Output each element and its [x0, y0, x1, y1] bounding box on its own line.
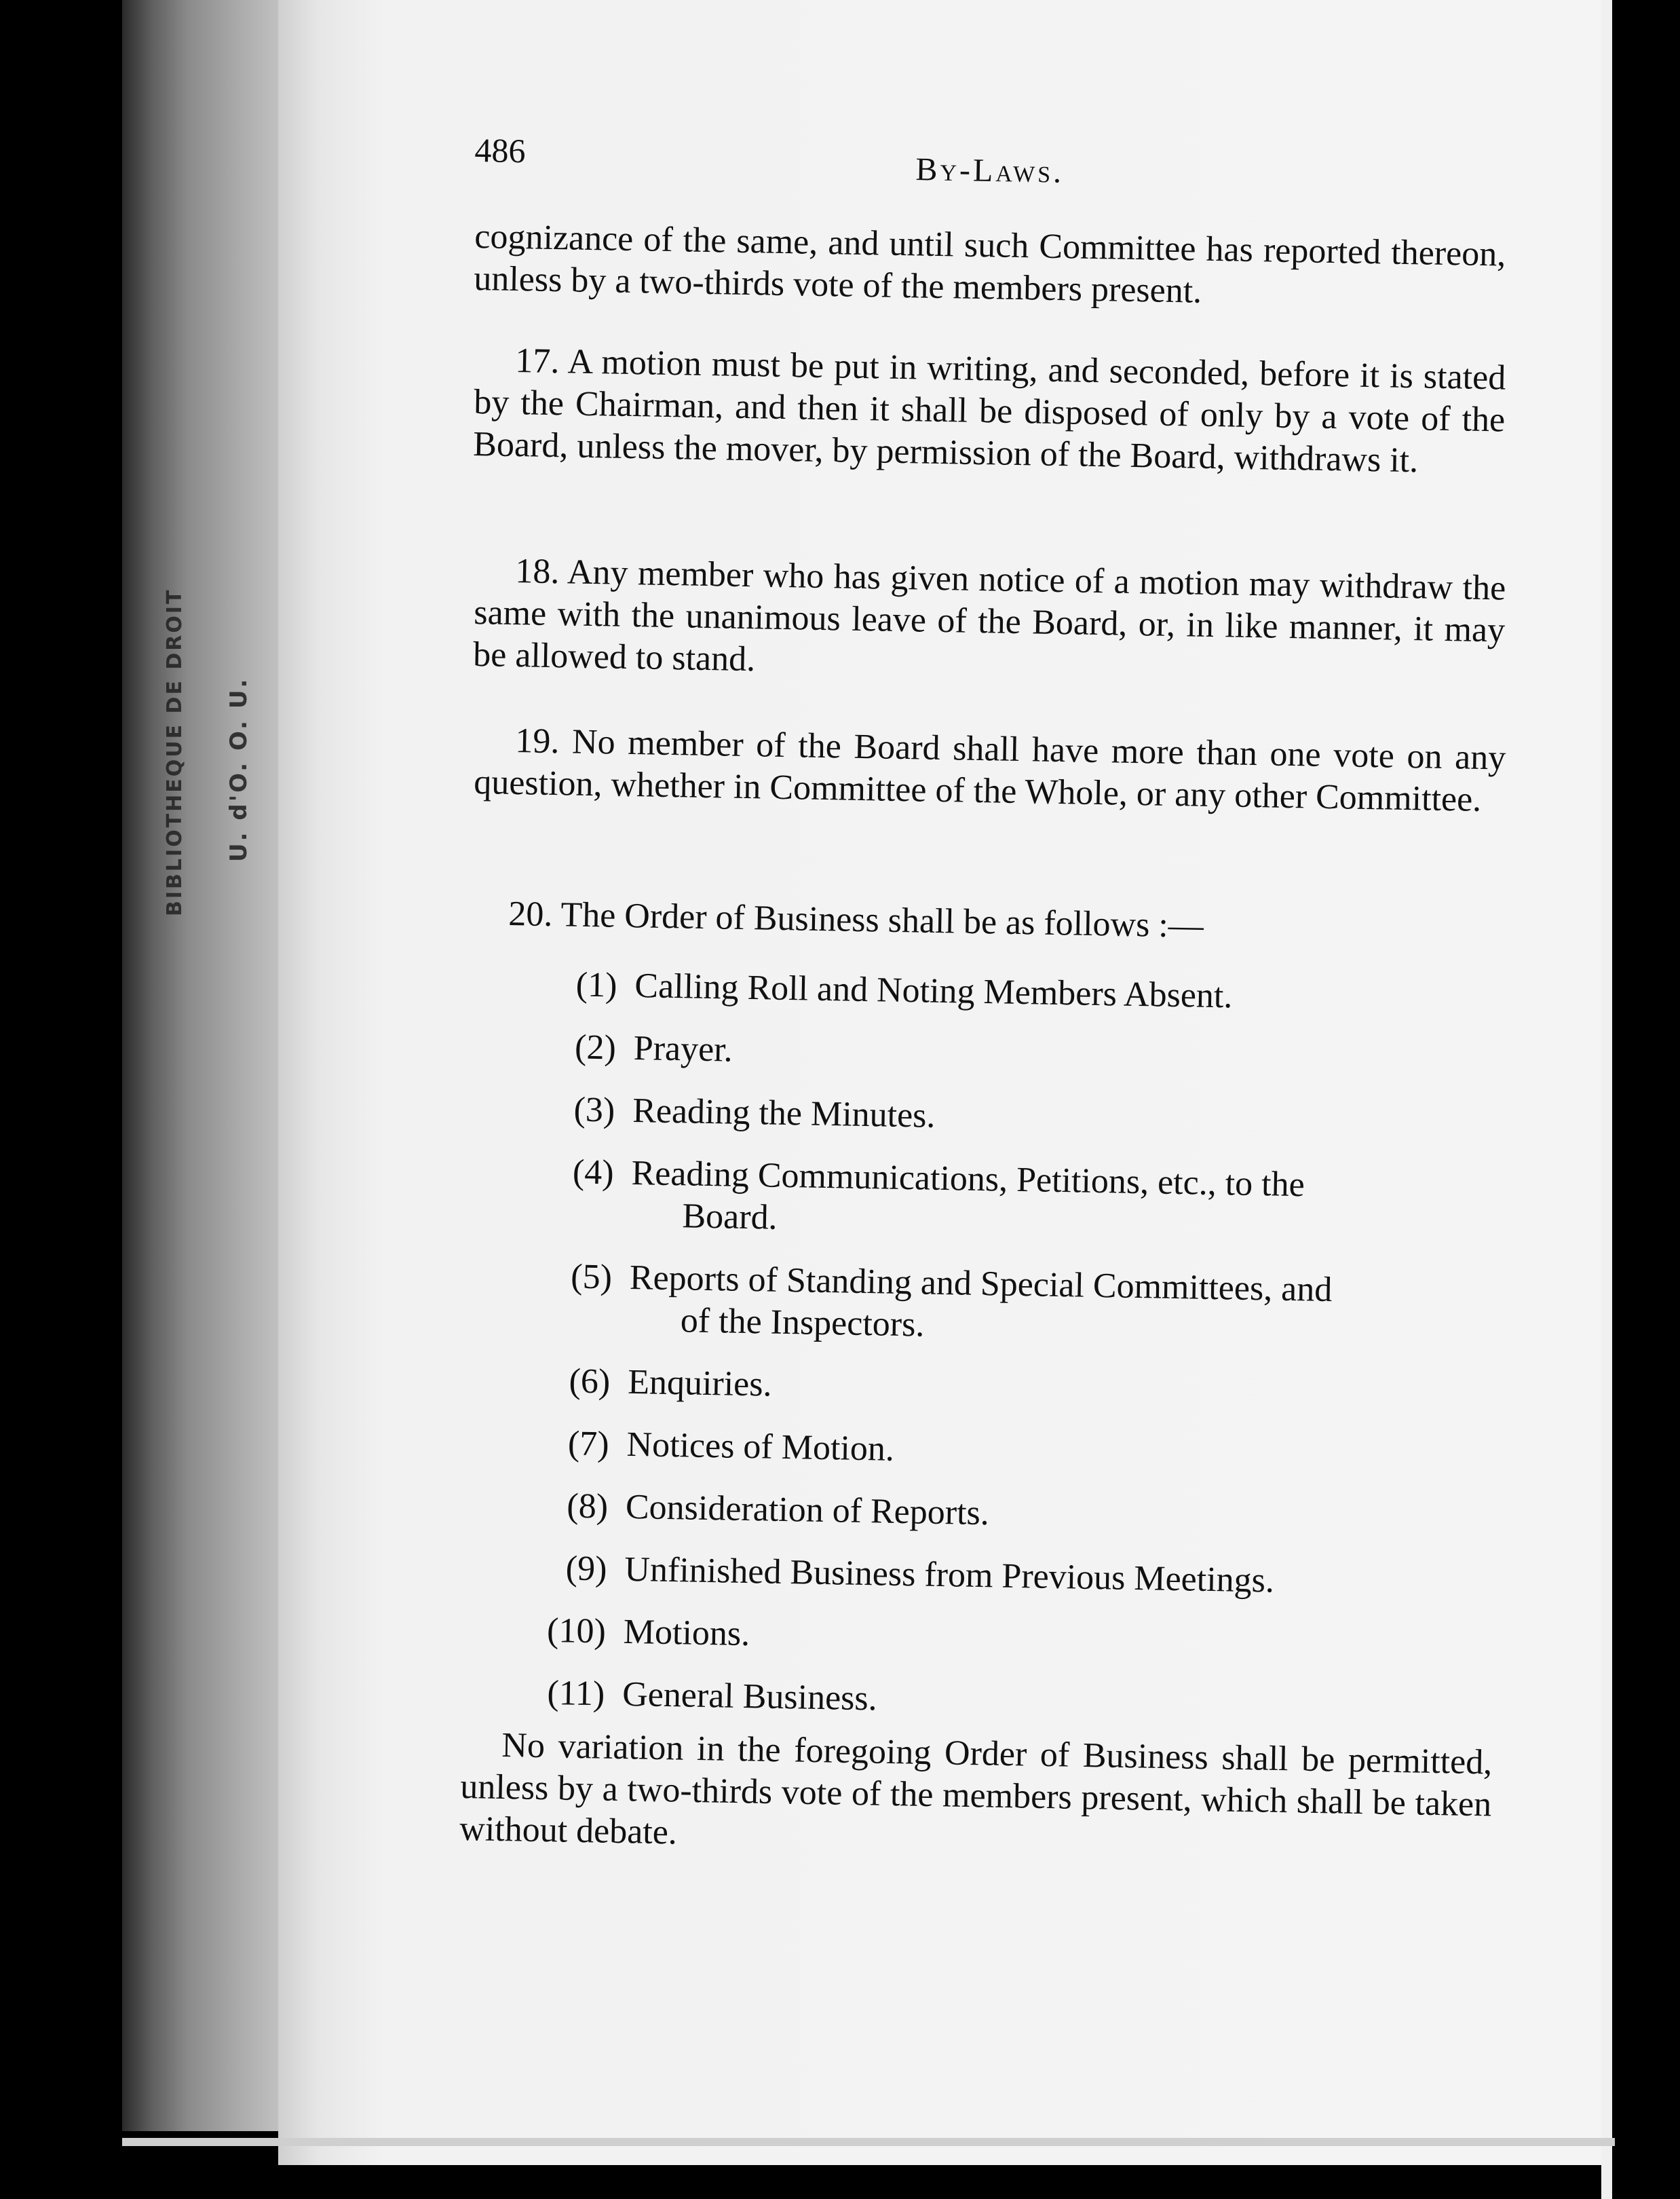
item-text: Reading the Minutes.	[632, 1091, 936, 1135]
item-number: (11)	[547, 1673, 605, 1714]
stamp-line-2: U. d'O. O. U.	[225, 677, 252, 862]
page-right-edge	[1601, 0, 1612, 2199]
list-item	[550, 1256, 1494, 1356]
stamp-line-1: BIBLIOTHEQUE DE DROIT	[163, 588, 187, 916]
item-number: (7)	[567, 1424, 610, 1464]
item-text: Reading Communications, Petitions, etc., to the	[631, 1153, 1305, 1205]
item-number: (3)	[573, 1090, 615, 1130]
page-number: 486	[474, 130, 526, 170]
item-text-continuation: of the Inspectors.	[680, 1301, 925, 1345]
item-text: Notices of Motion.	[626, 1425, 895, 1469]
paragraph-20: 20. The Order of Business shall be as follows :—	[508, 894, 1204, 945]
list-item	[546, 1547, 1489, 1606]
list-item	[552, 1151, 1496, 1252]
item-text-continuation: Board.	[682, 1197, 778, 1237]
item-number: (5)	[570, 1257, 613, 1297]
item-text: Reports of Standing and Special Committees, and	[629, 1258, 1333, 1310]
list-item	[543, 1672, 1487, 1731]
item-text: Enquiries.	[627, 1362, 773, 1404]
list-item	[544, 1610, 1488, 1668]
item-text: Calling Roll and Noting Members Absent.	[634, 966, 1233, 1016]
paragraph-17: 17. A motion must be put in writing, and seconded, before it is stated by the Chairman, and then it shall be disposed of only by a vote of the Board, unless the mover, by permission of the Board, withdraws it.	[472, 341, 1506, 481]
item-number: (6)	[569, 1361, 611, 1402]
item-number: (9)	[565, 1549, 607, 1589]
item-text: Unfinished Business from Previous Meetings.	[624, 1549, 1275, 1600]
item-number: (8)	[566, 1486, 609, 1526]
list-item	[548, 1423, 1491, 1481]
item-number: (10)	[546, 1611, 607, 1651]
list-item	[554, 1026, 1498, 1085]
page-bottom-edge	[122, 2138, 1615, 2146]
order-of-business-list	[543, 964, 1500, 1751]
item-text: Consideration of Reports.	[625, 1487, 990, 1533]
item-text: General Business.	[622, 1674, 878, 1718]
paragraph-18: 18. Any member who has given notice of a motion may withdraw the same with the unanimous leave of the Board, or, in like manner, it may be allowed to stand.	[472, 552, 1506, 679]
list-item	[547, 1485, 1491, 1543]
running-head: By-Laws.	[915, 151, 1065, 190]
list-item	[554, 1089, 1497, 1147]
item-text: Motions.	[623, 1612, 750, 1654]
closing-paragraph: No variation in the foregoing Order of Business shall be permitted, unless by a two-thirds vote of the members present, which shall be taken without debate.	[459, 1726, 1493, 1852]
item-text: Prayer.	[633, 1029, 733, 1070]
item-number: (1)	[575, 965, 617, 1005]
item-number: (2)	[574, 1028, 617, 1068]
book-fore-edge	[122, 0, 285, 2131]
item-number: (4)	[572, 1152, 615, 1192]
list-item	[549, 1360, 1493, 1418]
paragraph-continuation: cognizance of the same, and until such Committee has reported thereon, unless by a two-thirds vote of the members present.	[473, 217, 1506, 311]
paragraph-19: 19. No member of the Board shall have more than one vote on any question, whether in Committee of the Whole, or any other Committee.	[473, 721, 1506, 819]
